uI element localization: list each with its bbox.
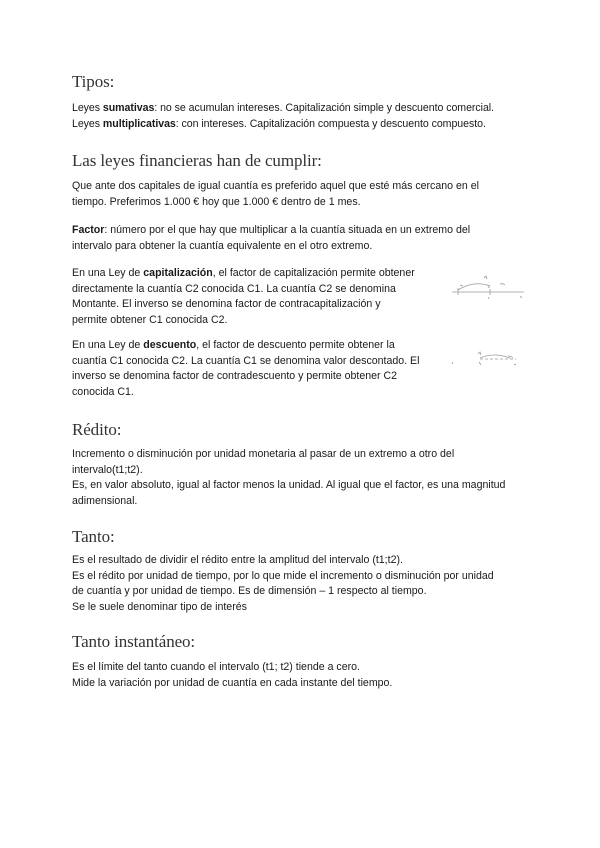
paragraph-tanto-instantaneo: Es el límite del tanto cuando el intervalo (t1; t2) tiende a cero. Mide la variación por unidad de cuantía en cada instante del tiempo. [72,661,393,689]
paragraph-redito: Incremento o disminución por unidad monetaria al pasar de un extremo a otro del intervalo(t1;t2). Es, en valor absoluto, igual al factor menos la unidad. Al igual que el factor, es una magnitud adimensional. [72,448,506,507]
paragraph-preferencia: Que ante dos capitales de igual cuantía es preferido aquel que esté más cercano en el tiempo. Preferimos 1.000 € hoy que 1.000 € dentro de 1 mes. [72,180,479,208]
paragraph-tanto: Es el resultado de dividir el rédito entre la amplitud del intervalo (t1;t2). Es el rédito por unidad de tiempo, por lo que mide el incremento o disminución por unidad de cuantía y por unidad de tiempo. Es de dimensión – 1 respecto al tiempo. Se le suele denominar tipo de interés [72,554,494,613]
tipos-line-1: Leyes sumativas: no se acumulan intereses. Capitalización simple y descuento comercial. [72,102,494,114]
tipos-line-2: Leyes multiplicativas: con intereses. Capitalización compuesta y descuento compuesto. [72,118,486,130]
paragraph-descuento: En una Ley de descuento, el factor de descuento permite obtener la cuantía C1 conocida C2. La cuantía C1 se denomina valor descontado. El inverso se denomina factor de contradescuento y permite obtener C2 conocida C1. [72,339,420,398]
term-descuento: descuento [143,339,197,351]
descuento-sketch-image [448,344,522,370]
heading-tanto-instantaneo: Tanto instantáneo: [72,632,196,651]
paragraph-factor: Factor: número por el que hay que multiplicar a la cuantía situada en un extremo del intervalo para obtener la cuantía equivalente en el otro extremo. [72,224,471,252]
term-sumativas: sumativas [102,102,155,114]
paragraph-capitalizacion: En una Ley de capitalización, el factor de capitalización permite obtener directamente la cuantía C2 conocida C1. La cuantía C2 se denomina Montante. El inverso se denomina factor de contracapitalización y permite obtener C1 conocida C2. [72,267,415,326]
heading-leyes-financieras: Las leyes financieras han de cumplir: [72,151,322,170]
term-capitalizacion: capitalización [143,267,213,279]
heading-tanto: Tanto: [72,527,115,546]
term-factor: Factor [72,224,105,236]
heading-tipos: Tipos: [72,72,115,91]
capitalizacion-sketch-image [444,272,528,302]
term-multiplicativas: multiplicativas [102,118,176,130]
heading-redito: Rédito: [72,420,122,439]
